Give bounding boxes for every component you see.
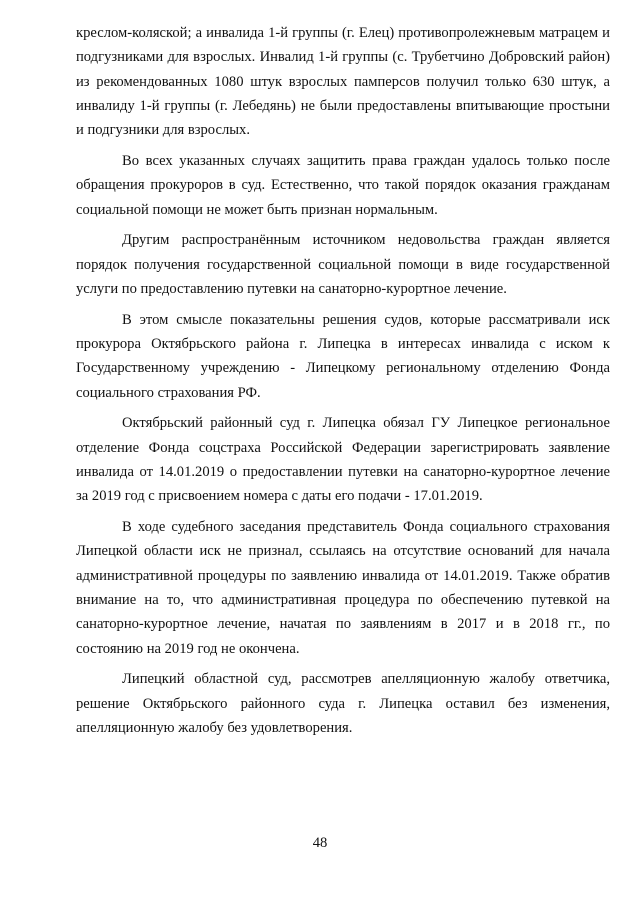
paragraph: В ходе судебного заседания представитель Фонда социального страхования Липецкой области иск не признал, ссылаясь на отсутствие оснований для начала административной процедуры по заявлению инвалида от 14.01.2019. Также обратив внимание на то, что административная процедура по обеспечению путевкой на санаторно-курортное лечение, начатая по заявлениям в 2017 и в 2018 гг., по состоянию на 2019 год не окончена. xyxy=(76,519,610,657)
paragraph-continuation: креслом-коляской; а инвалида 1-й группы (г. Елец) противопролежневым матрацем и подгузниками для взрослых. Инвалид 1-й группы (с. Трубетчино Добровский район) из рекомендованных 1080 штук взрослых памперсов получил только 630 штук, а инвалиду 1-й группы (г. Лебедянь) не были предоставлены впитывающие простыни и подгузники для взрослых. xyxy=(76,25,610,139)
body-text xyxy=(76,21,610,740)
paragraph: В этом смысле показательны решения судов, которые рассматривали иск прокурора Октябрьского района г. Липецка в интересах инвалида с иском к Государственному учреждению - Липецкому региональному отделению Фонда социального страхования РФ. xyxy=(76,311,610,401)
paragraph: Октябрьский районный суд г. Липецка обязал ГУ Липецкое региональное отделение Фонда соцстраха Российской Федерации зарегистрировать заявление инвалида от 14.01.2019 о предоставлении путевки на санаторно-курортное лечение за 2019 год с присвоением номера с даты его подачи - 17.01.2019. xyxy=(76,415,610,505)
page-number: 48 xyxy=(312,835,328,851)
paragraph: Липецкий областной суд, рассмотрев апелляционную жалобу ответчика, решение Октябрьского районного суда г. Липецка оставил без изменения, апелляционную жалобу без удовлетворения. xyxy=(76,671,610,737)
paragraph: Другим распространённым источником недовольства граждан является порядок получения государственной социальной помощи в виде государственной услуги по предоставлению путевки на санаторно-курортное лечение. xyxy=(76,232,610,297)
paragraph: Во всех указанных случаях защитить права граждан удалось только после обращения прокуроров в суд. Естественно, что такой порядок оказания гражданам социальной помощи не может быть признан нормальным. xyxy=(76,152,610,218)
